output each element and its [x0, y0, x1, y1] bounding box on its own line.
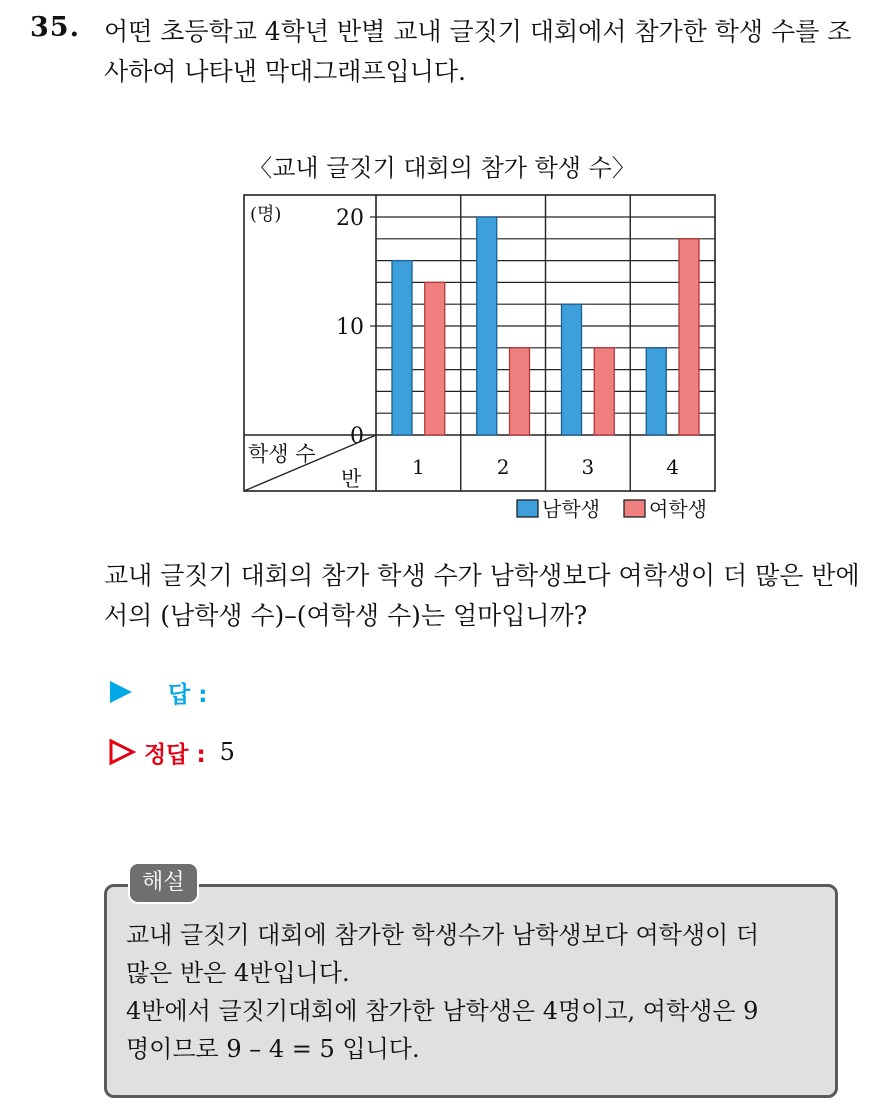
- corner-header-top: 학생 수: [248, 442, 316, 466]
- bar-boys: [477, 217, 497, 435]
- explanation-line: 교내 글짓기 대회에 참가한 학생수가 남학생보다 여학생이 더: [126, 921, 760, 949]
- legend-label: 남학생: [542, 497, 600, 521]
- bar-girls: [510, 348, 530, 435]
- legend-label: 여학생: [649, 497, 707, 521]
- bar-boys: [392, 261, 412, 435]
- correct-answer-row: [108, 732, 235, 772]
- explanation-line: 4반에서 글짓기대회에 참가한 남학생은 4명이고, 여학생은 9: [126, 997, 759, 1025]
- question-text: 어떤 초등학교 4학년 반별 교내 글짓기 대회에서 참가한 학생 수를 조사하여 나타낸 막대그래프입니다.: [104, 17, 852, 86]
- answer-label: 답 :: [168, 681, 208, 708]
- question-number: 35.: [30, 12, 80, 43]
- unit-label: (명): [250, 204, 282, 225]
- bar-girls: [425, 282, 445, 435]
- outline-triangle-icon: [108, 738, 136, 766]
- explanation-line: 많은 반은 4반입니다.: [126, 959, 350, 987]
- bar-boys: [646, 348, 666, 435]
- explanation-line: 명이므로 9 – 4 = 5 입니다.: [126, 1035, 420, 1063]
- bar-girls: [594, 348, 614, 435]
- x-tick-label: 2: [496, 455, 510, 479]
- play-triangle-icon: [108, 679, 134, 705]
- sub-question-text: 교내 글짓기 대회의 참가 학생 수가 남학생보다 여학생이 더 많은 반에서의 (남학생 수)–(여학생 수)는 얼마입니까?: [104, 561, 860, 630]
- x-tick-label: 4: [666, 455, 679, 479]
- explanation-tag: 해설: [128, 862, 199, 904]
- chart-title: 〈교내 글짓기 대회의 참가 학생 수〉: [248, 154, 636, 182]
- correct-answer-value: 5: [219, 738, 235, 766]
- answer-row: [108, 672, 207, 712]
- corner-header-bottom: 반: [341, 467, 362, 491]
- legend-swatch: [517, 500, 538, 517]
- legend-swatch: [624, 500, 645, 517]
- x-tick-label: 1: [412, 455, 425, 479]
- explanation-text: [126, 916, 826, 1068]
- x-tick-label: 3: [581, 455, 595, 479]
- correct-answer-label: 정답 :: [144, 741, 206, 768]
- y-tick-label: 20: [336, 206, 364, 231]
- y-tick-label: 10: [336, 315, 364, 340]
- bar-boys: [562, 304, 582, 435]
- bar-girls: [679, 239, 699, 435]
- y-tick-label: 0: [350, 424, 364, 449]
